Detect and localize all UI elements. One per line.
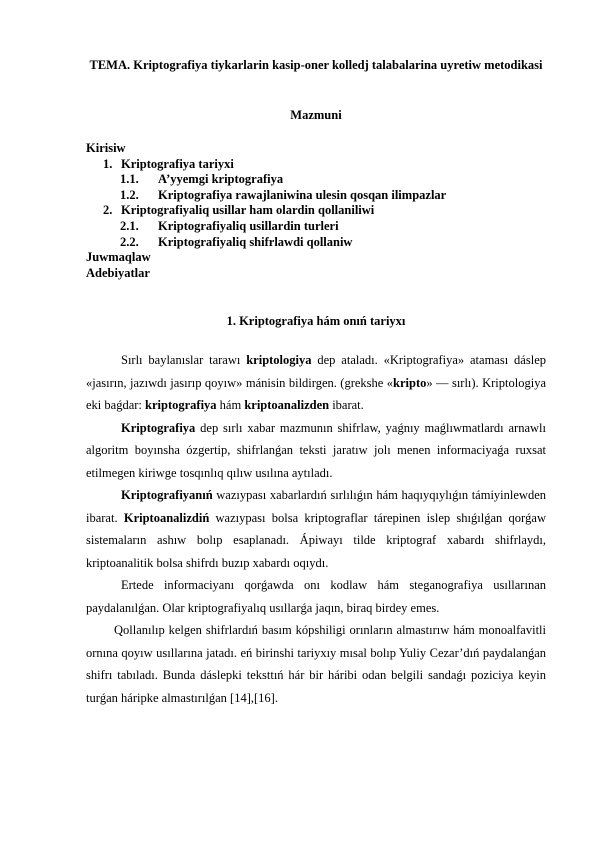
contents-heading: Mazmuni: [290, 108, 342, 122]
toc-item-label: Kriptografiya tariyxi: [121, 156, 234, 171]
bold-term: Kriptografiyanıń: [121, 488, 213, 502]
paragraph: [86, 574, 546, 619]
toc-item-number: 1.2.: [120, 187, 139, 202]
paragraph-text: dep ataladı. «Kriptografiya» ataması dáslep «jasırın, jazıwdı jasırıp qoyıw» mánisin bildirgen. (grekshe «: [86, 353, 546, 390]
toc-item-number: 2.1.: [120, 218, 139, 233]
paragraph-text: Sırlı baylanıslar tarawı: [121, 353, 247, 367]
toc-item-2-1: [86, 219, 556, 235]
toc-item-juwmaqlaw: [86, 250, 556, 266]
paragraph-text: ibarat.: [329, 398, 364, 412]
toc-item-1: [86, 157, 556, 173]
toc-item-label: Kriptografiyaliq usillardin turleri: [158, 218, 339, 233]
paragraph: [86, 349, 546, 417]
toc-item-2: [86, 203, 556, 219]
toc-item-number: 1.1.: [120, 172, 139, 187]
toc-item-number: 1.: [103, 156, 113, 171]
paragraph-text: hám: [216, 398, 245, 412]
paragraph-text: Qollanılıp kelgen shifrlardıń basım kópshiligi orınların almastırıw hám monoalfavitli ornına qoyıw usıllarına jatadı. eń birinshi tariyxıy mısal bolıp Yuliy Cezar’dıń paydalanǵan shifrı tabıladı. Bunda dáslepki teksttıń hár bir háribi odan belgili sandaǵı poziciya keyin turǵan háripke almastırılǵan [14],[16].: [86, 623, 546, 705]
toc-item-label: Adebiyatlar: [86, 265, 150, 280]
bold-term: kriptologiya: [246, 353, 312, 367]
paragraph-text: wazıypası bolsa kriptograflar tárepinen islep shıǵılǵan qorǵaw sistemaların ashıw bolıp esaplanadı. Ápiwayı tilde kriptograf xabardı shifrlaydı, kriptoanalitik bolsa shifrdı buzıp xabardı oqıydı.: [86, 510, 546, 570]
toc-item-label: Kriptografiya rawajlaniwina ulesin qosqan ilimpazlar: [158, 187, 447, 202]
bold-term: Kriptografiya: [121, 420, 196, 435]
toc-item-2-2: [86, 235, 556, 251]
toc-item-label: Kriptografiyaliq shifrlawdi qollaniw: [158, 234, 353, 249]
toc-item-number: 2.2.: [120, 234, 139, 249]
toc-item-1-1: [86, 172, 556, 188]
bold-term: Kriptoanalizdiń: [123, 510, 210, 525]
bold-term: kriptoanalizden: [244, 398, 330, 412]
table-of-contents: [86, 141, 556, 281]
paragraph-text: dep sırlı xabar mazmunın shifrlaw, yaǵnıy maǵlıwmatlardı arnawlı algoritm boyınsha ózgertip, shifrlanǵan teksti jaratıw jolı menen informaciyaǵa ruxsat etilmegen kiriwge tosqınlıq qılıw usılına aytıladı.: [86, 420, 546, 480]
toc-item-1-2: [86, 188, 556, 204]
toc-item-label: Kirisiw: [86, 141, 126, 155]
bold-term: kriptografiya: [145, 398, 217, 412]
paragraph-text: » — sırlı). Kriptologiya eki baǵdar:: [86, 375, 546, 412]
toc-item-label: Juwmaqlaw: [86, 250, 151, 265]
paragraph-text: wazıypası xabarlardıń sırlılıǵın hám haqıyqıylıǵın támiyinlewden ibarat.: [86, 488, 546, 525]
paragraph: [86, 484, 546, 574]
document-title: TEMA. Kriptografiya tiykarlarin kasip-oner kolledj talabalarina uyretiw metodikasi: [89, 58, 543, 72]
paragraph-text: Ertede informaciyanı qorǵawda onı kodlaw hám steganografiya usıllarınan paydalanılǵan. Olar kriptografiyalıq usıllarǵa jaqın, biraq birdey emes.: [86, 578, 546, 615]
toc-item-label: Kriptografiyaliq usillar ham olardin qollaniliwi: [121, 203, 375, 218]
paragraph: [86, 417, 546, 485]
toc-item-number: 2.: [103, 203, 113, 218]
section-body: [86, 349, 546, 709]
toc-item-label: A’yyemgi kriptografiya: [158, 172, 284, 187]
toc-item-kirisiw: [86, 141, 556, 157]
toc-item-adebiyatlar: [86, 266, 556, 282]
bold-term: kripto: [393, 375, 427, 390]
paragraph: [86, 619, 546, 709]
section-heading: 1. Kriptografiya hám onıń tariyxı: [226, 314, 406, 328]
